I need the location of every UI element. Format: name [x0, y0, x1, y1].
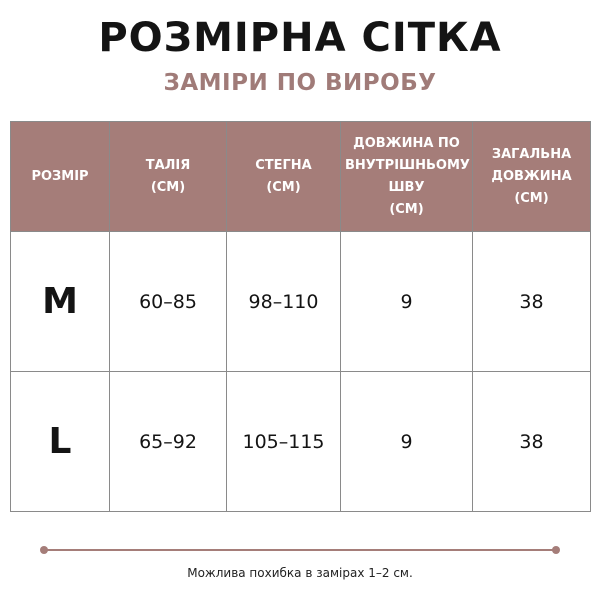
header-line: ДОВЖИНА ПО	[353, 135, 460, 151]
table-row	[11, 232, 591, 372]
waist-cell: 60–85	[110, 232, 227, 372]
hips-cell: 105–115	[227, 372, 341, 512]
header-line: РОЗМІР	[31, 168, 89, 184]
header-line: ДОВЖИНА	[491, 168, 572, 184]
table-header-row	[11, 122, 591, 232]
size-cell: L	[11, 372, 110, 512]
divider-dot-left	[40, 546, 48, 554]
total-length-cell: 38	[473, 232, 591, 372]
waist-cell: 65–92	[110, 372, 227, 512]
header-line: (СМ)	[266, 179, 301, 195]
measurement-note: Можлива похибка в замірах 1–2 см.	[187, 566, 413, 580]
size-cell: M	[11, 232, 110, 372]
table-row	[11, 372, 591, 512]
header-line: (СМ)	[389, 201, 424, 217]
total-length-cell: 38	[473, 372, 591, 512]
page-title: РОЗМІРНА СІТКА	[98, 15, 502, 61]
header-line: ВНУТРІШНЬОМУ	[345, 157, 470, 173]
page-subtitle: ЗАМІРИ ПО ВИРОБУ	[163, 70, 437, 96]
size-chart-table	[10, 121, 591, 512]
header-line: (СМ)	[514, 190, 549, 206]
header-inseam	[341, 122, 473, 232]
inseam-cell: 9	[341, 372, 473, 512]
header-line: ТАЛІЯ	[145, 157, 191, 173]
divider-line	[44, 549, 556, 551]
header-hips	[227, 122, 341, 232]
header-line: (СМ)	[150, 179, 186, 195]
header-line: ЗАГАЛЬНА	[491, 146, 572, 162]
divider-dot-right	[552, 546, 560, 554]
header-waist	[110, 122, 227, 232]
inseam-cell: 9	[341, 232, 473, 372]
header-size	[11, 122, 110, 232]
header-total-length	[473, 122, 591, 232]
header-line: ШВУ	[388, 179, 425, 195]
hips-cell: 98–110	[227, 232, 341, 372]
header-line: СТЕГНА	[255, 157, 312, 173]
